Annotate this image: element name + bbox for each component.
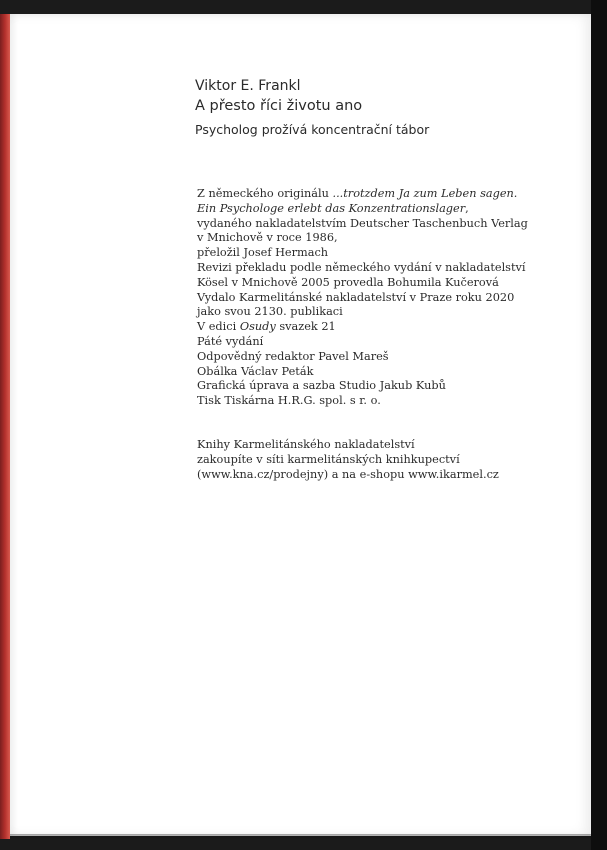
credit-line: Kösel v Mnichově 2005 provedla Bohumila Kučerová: [197, 275, 499, 289]
shop-urls: (www.kna.cz/prodejny) a na e-shopu www.ikarmel.cz: [197, 467, 499, 481]
page-shadow: [10, 834, 592, 840]
series-line: V edici Osudy svazek 21: [197, 320, 336, 334]
credit-line: Revizi překladu podle německého vydání v nakladatelství: [197, 260, 526, 274]
printer-line: Tisk Tiskárna H.R.G. spol. s r. o.: [197, 394, 381, 408]
credit-line: v Mnichově v roce 1986,: [197, 231, 338, 245]
credit-line: Z německého originálu ...trotzdem Ja zum Leben sagen.: [197, 187, 518, 200]
original-subtitle: Ein Psychologe erlebt das Konzentrationslager: [197, 201, 466, 215]
translator-line: přeložil Josef Hermach: [197, 246, 329, 260]
cover-line: Obálka Václav Peták: [197, 364, 314, 378]
shop-info: [197, 438, 557, 482]
paper-page: [10, 14, 592, 836]
publisher-line: Vydalo Karmelitánské nakladatelství v Praze roku 2020: [197, 290, 515, 304]
credit-line: Ein Psychologe erlebt das Konzentrationslager,: [197, 201, 469, 215]
edition-line: Páté vydání: [197, 334, 264, 348]
scan-background: [591, 0, 607, 850]
shop-line: zakoupíte v síti karmelitánských knihkupectví: [197, 452, 460, 466]
author-name: Viktor E. Frankl: [195, 78, 301, 94]
editor-line: Odpovědný redaktor Pavel Mareš: [197, 349, 389, 363]
book-edge: [0, 14, 10, 839]
publication-number: jako svou 2130. publikaci: [197, 305, 343, 319]
credit-line: vydaného nakladatelstvím Deutscher Taschenbuch Verlag: [197, 216, 528, 230]
series-name: Osudy: [239, 320, 276, 334]
book-subtitle: Psycholog prožívá koncentrační tábor: [195, 122, 430, 137]
shop-line: Knihy Karmelitánského nakladatelství: [197, 438, 415, 451]
book-title: A přesto říci životu ano: [195, 98, 363, 114]
publication-credits: [197, 187, 557, 409]
typesetting-line: Grafická úprava a sazba Studio Jakub Kubů: [197, 379, 446, 393]
original-title: ...trotzdem Ja zum Leben sagen.: [332, 187, 518, 200]
